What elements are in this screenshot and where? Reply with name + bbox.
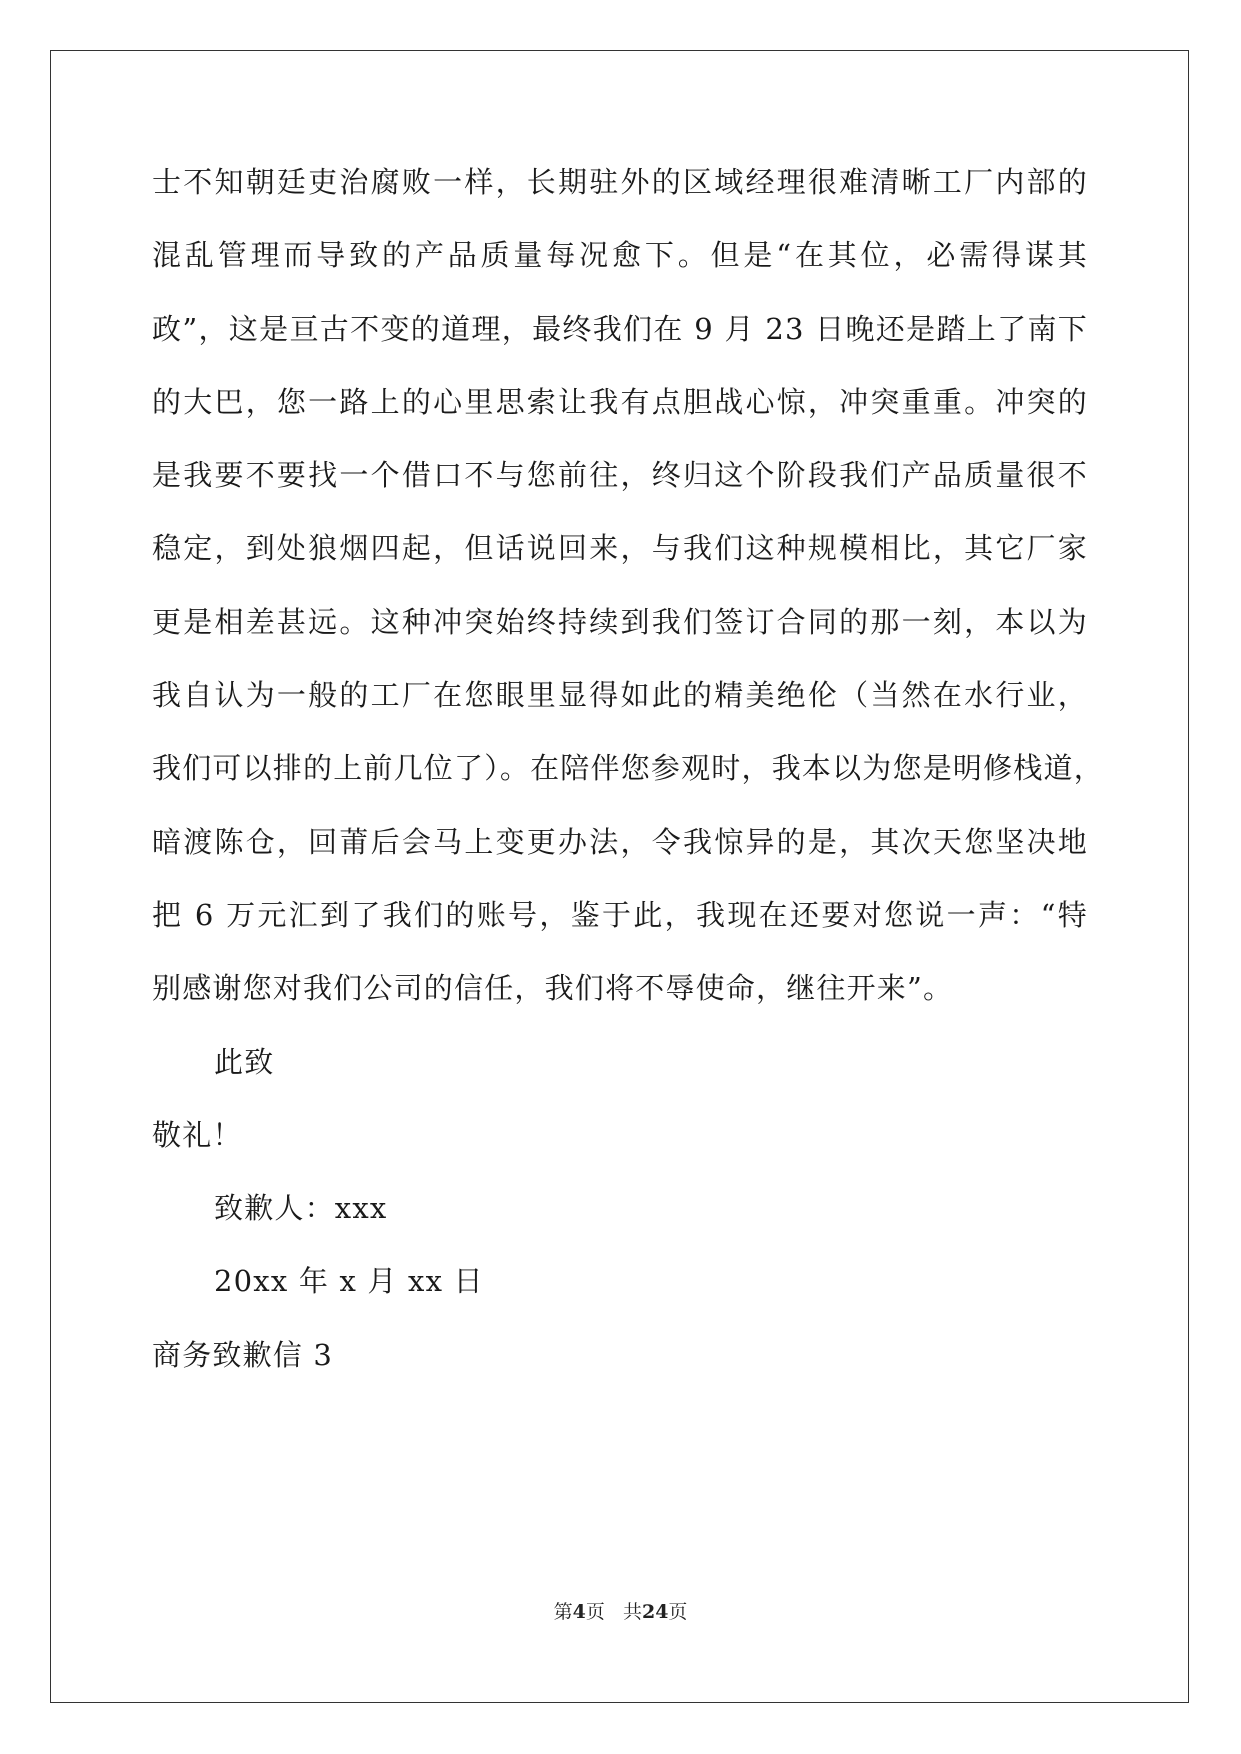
footer-total-suffix: 页 (668, 1601, 688, 1623)
footer-page-number: 4 (572, 1601, 586, 1623)
date-line: 20xx 年 x 月 xx 日 (214, 1264, 484, 1299)
document-body (152, 162, 1104, 1408)
footer-total-pages: 24 (641, 1601, 669, 1623)
next-section-heading: 商务致歉信 3 (152, 1337, 334, 1372)
body-line: 混乱管理而导致的产品质量每况愈下。但是“在其位，必需得谋其 (152, 238, 1088, 273)
footer-prefix: 第 (553, 1601, 573, 1623)
footer-page-suffix: 页 (585, 1601, 605, 1623)
body-line: 把 6 万元汇到了我们的账号，鉴于此，我现在还要对您说一声：“特 (152, 897, 1088, 932)
closing-regards: 敬礼！ (152, 1117, 243, 1152)
signer-line: 致歉人：xxx (214, 1191, 388, 1226)
body-line: 是我要不要找一个借口不与您前往，终归这个阶段我们产品质量很不 (152, 458, 1088, 493)
body-line: 我们可以排的上前几位了）。在陪伴您参观时，我本以为您是明修栈道， (152, 751, 1104, 786)
body-line-last: 别感谢您对我们公司的信任，我们将不辱使命，继往开来”。 (152, 971, 954, 1006)
body-line: 士不知朝廷吏治腐败一样，长期驻外的区域经理很难清晰工厂内部的 (152, 165, 1088, 199)
closing-salutation: 此致 (214, 1044, 275, 1079)
page-footer (0, 1597, 1241, 1624)
footer-total-prefix: 共 (622, 1601, 642, 1623)
body-line: 我自认为一般的工厂在您眼里显得如此的精美绝伦（当然在水行业， (152, 678, 1088, 713)
body-line: 的大巴，您一路上的心里思索让我有点胆战心惊，冲突重重。冲突的 (152, 384, 1088, 419)
body-line: 政”，这是亘古不变的道理，最终我们在 9 月 23 日晚还是踏上了南下 (152, 311, 1088, 346)
body-line: 稳定，到处狼烟四起，但话说回来，与我们这种规模相比，其它厂家 (152, 531, 1088, 566)
body-line: 更是相差甚远。这种冲突始终持续到我们签订合同的那一刻，本以为 (152, 604, 1088, 639)
body-line: 暗渡陈仓，回莆后会马上变更办法，令我惊异的是，其次天您坚决地 (152, 824, 1088, 859)
